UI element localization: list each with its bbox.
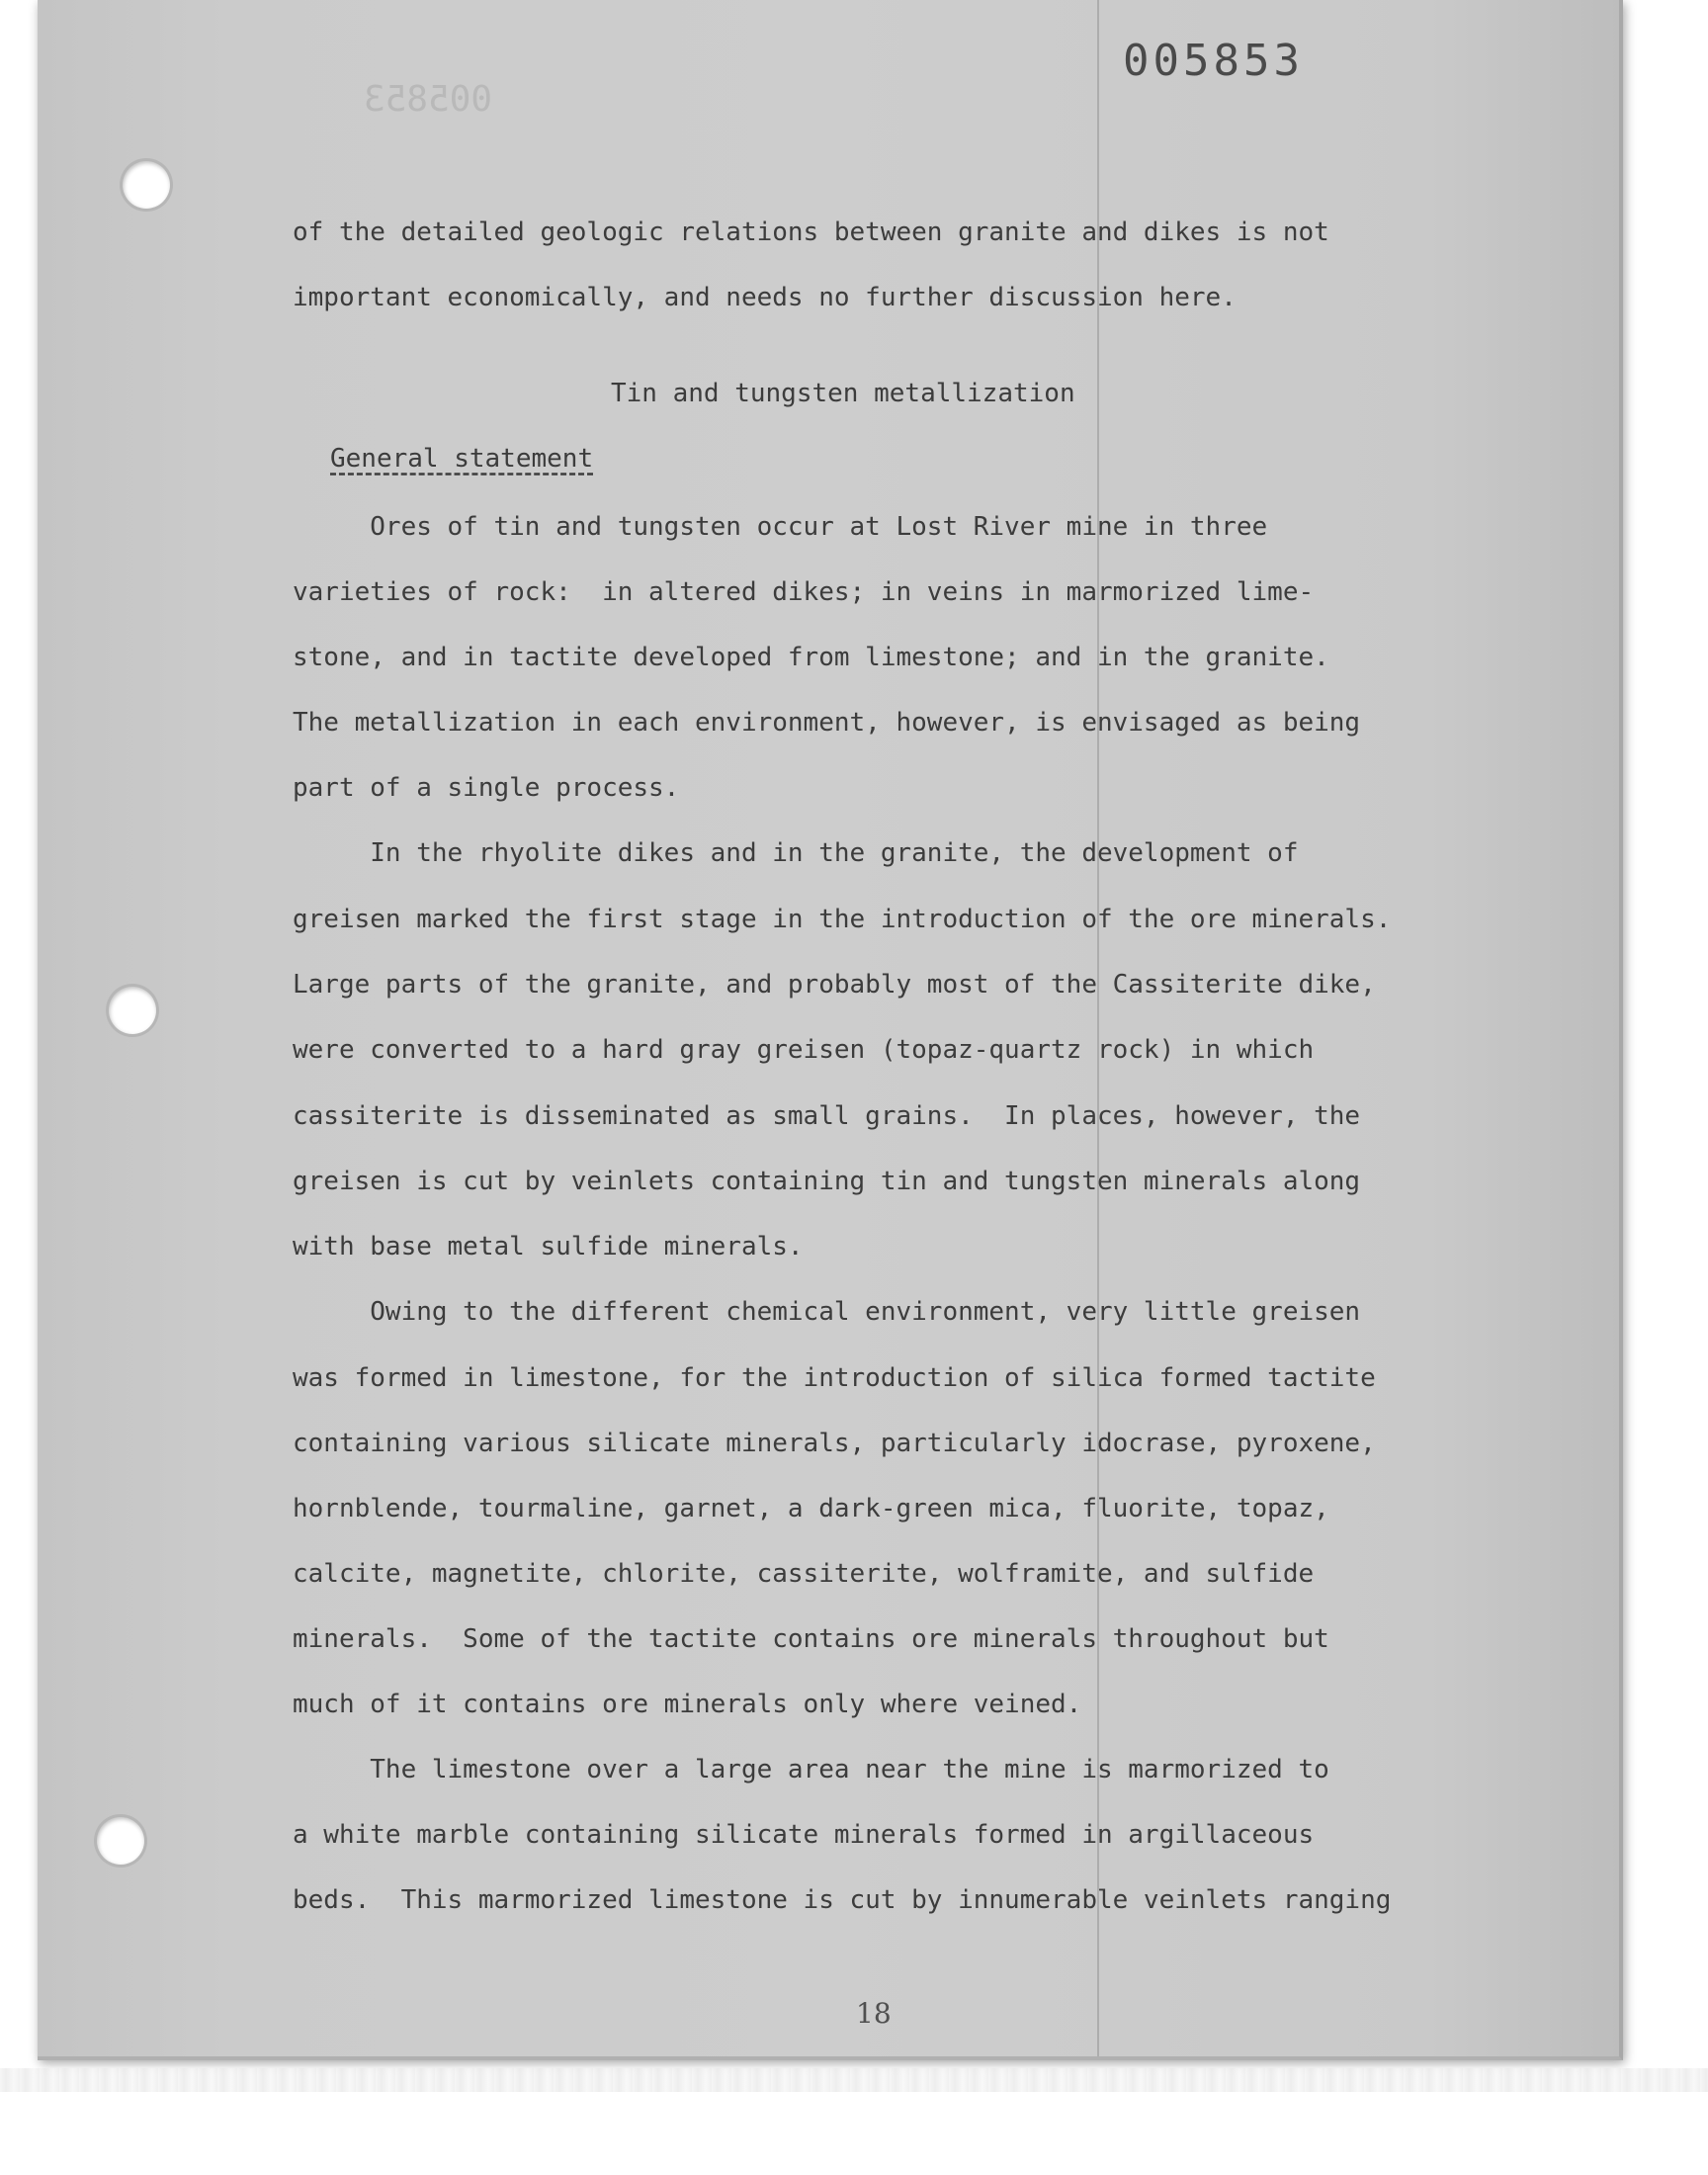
text-line: hornblende, tourmaline, garnet, a dark-green mica, fluorite, topaz, xyxy=(293,1494,1329,1523)
page-number: 18 xyxy=(856,1997,892,2030)
text-line: greisen marked the first stage in the introduction of the ore minerals. xyxy=(293,905,1392,934)
scan-artifact-strip xyxy=(0,2068,1708,2092)
document-number: 005853 xyxy=(1123,36,1304,86)
text-line: The metallization in each environment, however, is envisaged as being xyxy=(293,708,1361,738)
subsection-title: General statement xyxy=(330,444,594,474)
scanned-page xyxy=(38,0,1623,2060)
text-line: with base metal sulfide minerals. xyxy=(293,1232,804,1262)
bleed-through-number: 005853 xyxy=(364,79,493,120)
text-line: In the rhyolite dikes and in the granite, the development of xyxy=(293,838,1299,868)
text-line: Owing to the different chemical environment, very little greisen xyxy=(293,1297,1361,1327)
text-line: was formed in limestone, for the introduction of silica formed tactite xyxy=(293,1363,1376,1393)
text-line: minerals. Some of the tactite contains ore minerals throughout but xyxy=(293,1624,1329,1654)
text-line: were converted to a hard gray greisen (topaz-quartz rock) in which xyxy=(293,1035,1315,1065)
text-line: The limestone over a large area near the mine is marmorized to xyxy=(293,1755,1329,1784)
text-line: much of it contains ore minerals only where veined. xyxy=(293,1690,1082,1719)
text-line: beds. This marmorized limestone is cut by innumerable veinlets ranging xyxy=(293,1885,1392,1915)
text-line: a white marble containing silicate minerals formed in argillaceous xyxy=(293,1820,1315,1850)
text-line: Ores of tin and tungsten occur at Lost River mine in three xyxy=(293,512,1268,542)
text-line: important economically, and needs no further discussion here. xyxy=(293,283,1237,312)
text-line: of the detailed geologic relations between granite and dikes is not xyxy=(293,218,1329,247)
text-line: calcite, magnetite, chlorite, cassiterite, wolframite, and sulfide xyxy=(293,1559,1315,1589)
text-line: containing various silicate minerals, particularly idocrase, pyroxene, xyxy=(293,1429,1376,1458)
binder-hole-middle xyxy=(109,987,156,1034)
text-line: part of a single process. xyxy=(293,773,680,803)
section-title: Tin and tungsten metallization xyxy=(611,379,1075,408)
binder-hole-top xyxy=(123,161,170,209)
text-line: cassiterite is disseminated as small grains. In places, however, the xyxy=(293,1101,1361,1131)
text-line: varieties of rock: in altered dikes; in veins in marmorized lime- xyxy=(293,577,1315,607)
text-line: stone, and in tactite developed from limestone; and in the granite. xyxy=(293,643,1329,672)
text-line: greisen is cut by veinlets containing tin and tungsten minerals along xyxy=(293,1167,1361,1196)
text-line: Large parts of the granite, and probably most of the Cassiterite dike, xyxy=(293,970,1376,1000)
binder-hole-bottom xyxy=(97,1817,144,1865)
